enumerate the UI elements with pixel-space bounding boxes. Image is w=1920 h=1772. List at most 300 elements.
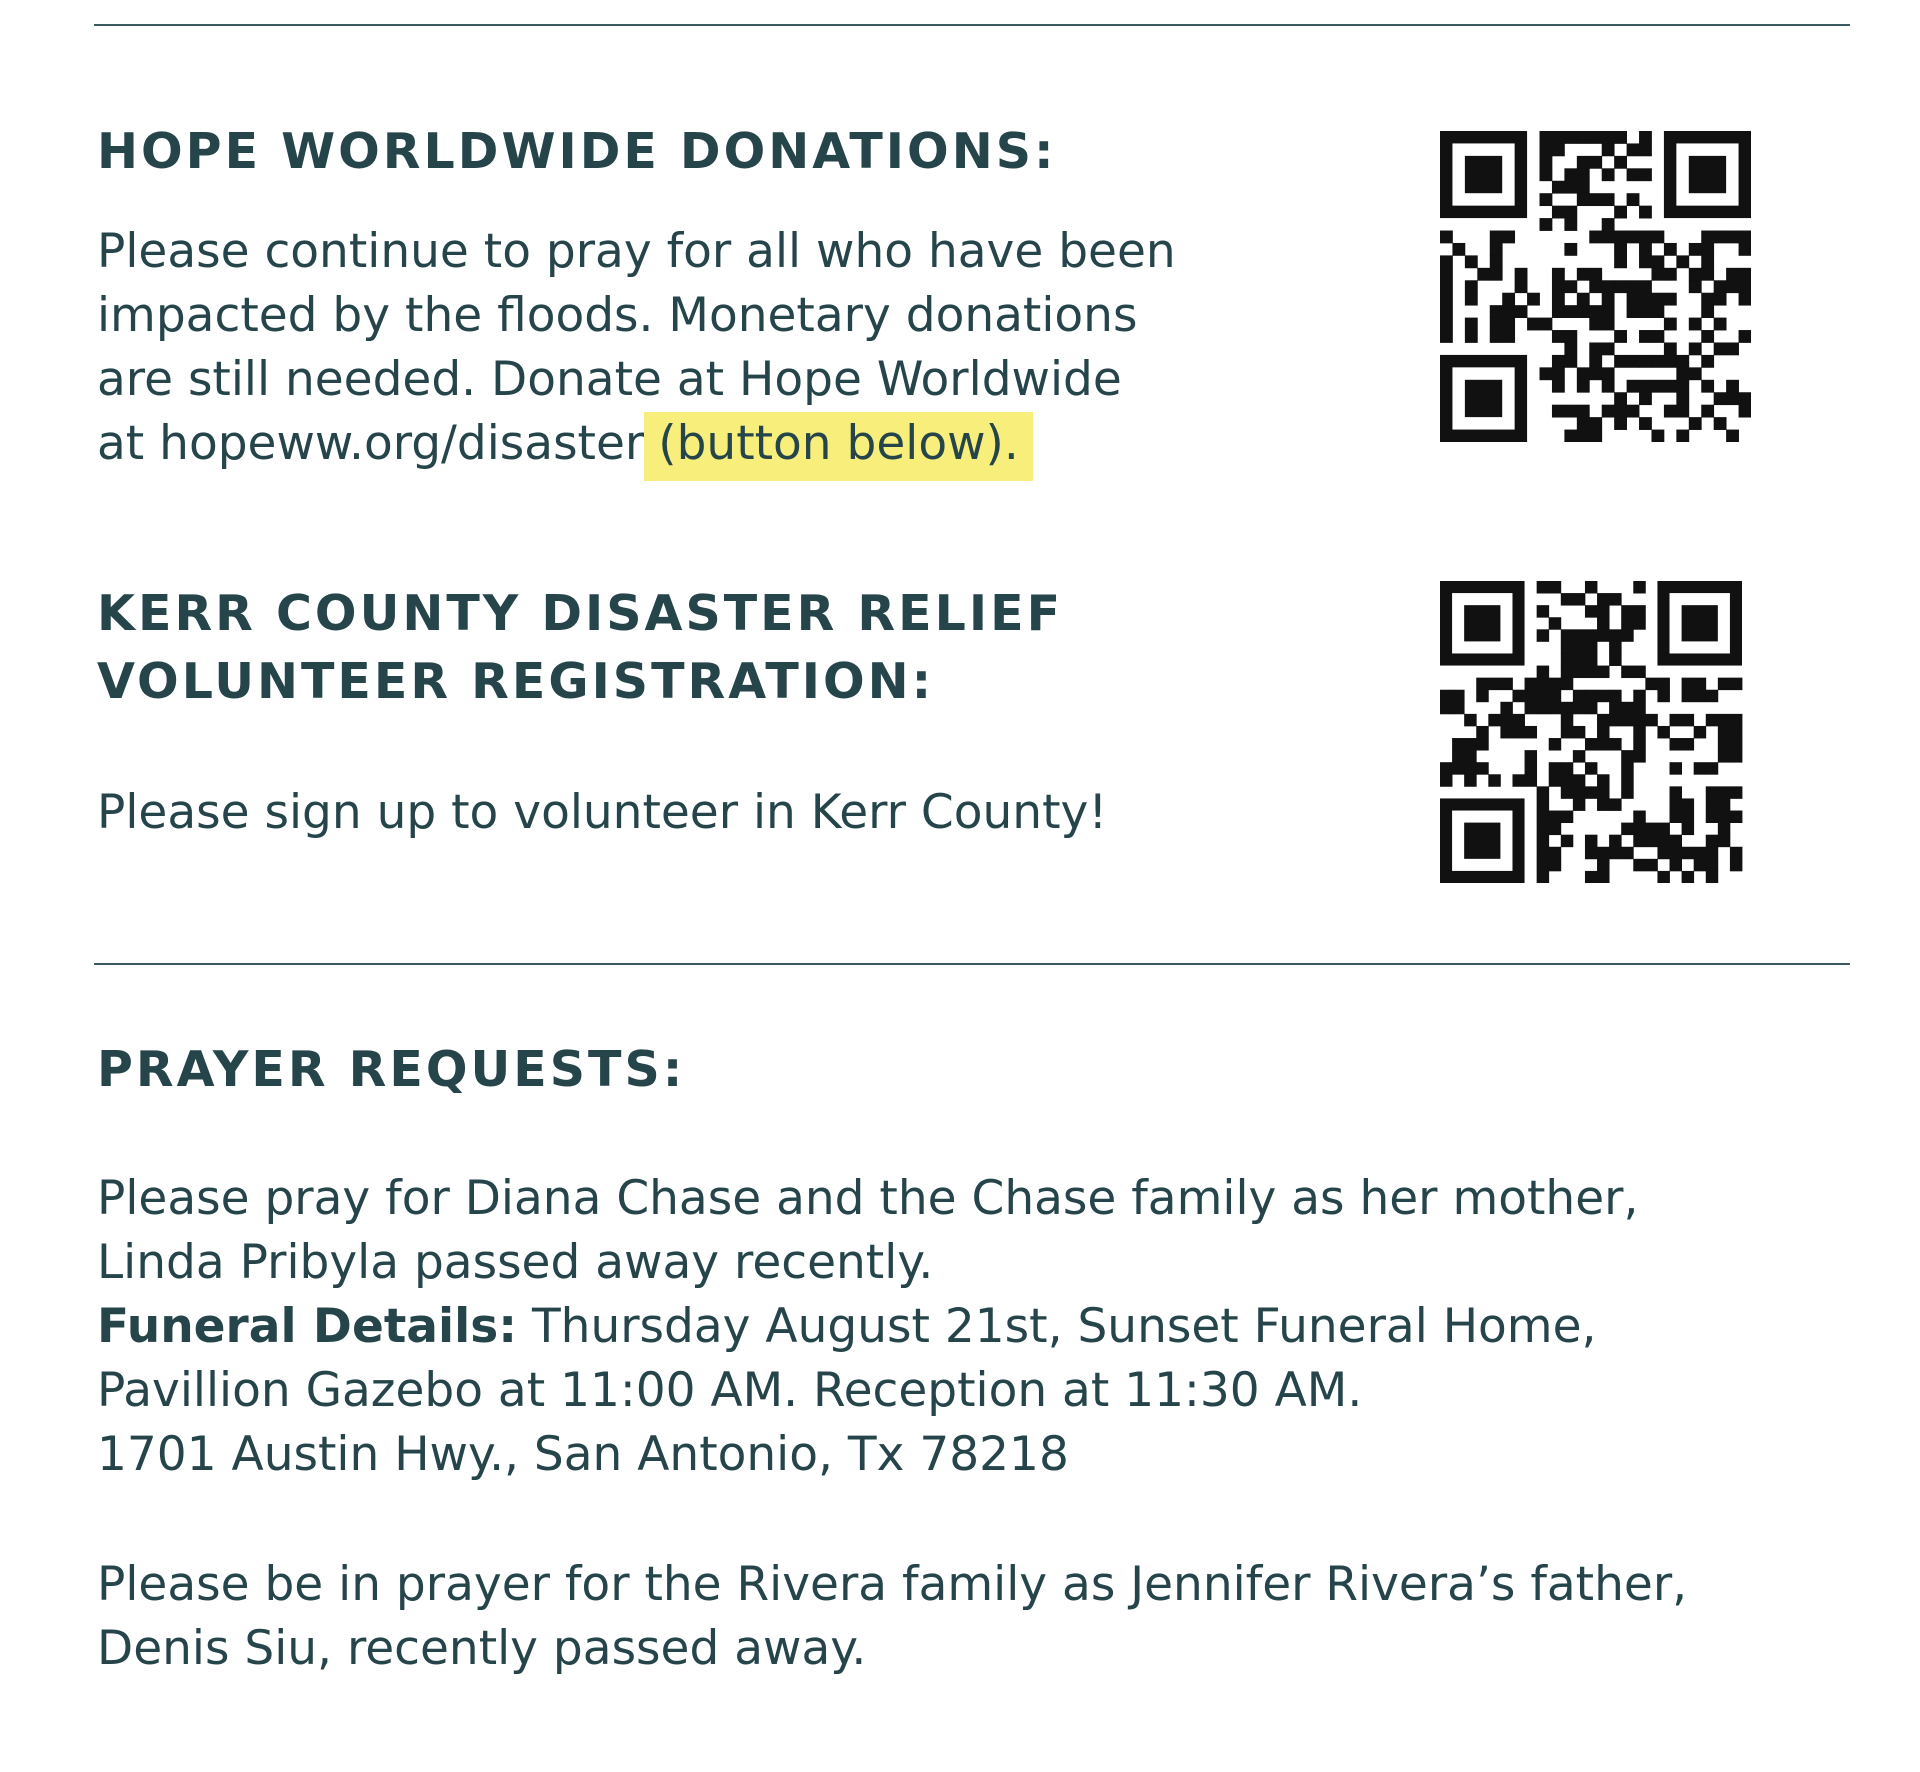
qr-module [1573,641,1585,653]
qr-module [1564,206,1577,219]
qr-module [1614,417,1627,430]
qr-module [1552,143,1565,156]
hope-link-text[interactable]: at hopeww.org/disaster [97,416,645,471]
qr-module [1537,786,1549,798]
kerr-county-text: Please sign up to volunteer in Kerr County! [97,785,1108,840]
qr-module [1540,131,1553,144]
qr-module [1664,293,1677,306]
qr-module [1502,231,1515,244]
qr-module [1500,702,1512,714]
qr-module [1639,417,1652,430]
qr-module [1730,859,1742,871]
qr-module [1657,835,1669,847]
qr-module [1577,156,1590,169]
qr-module [1452,762,1464,774]
qr-module [1589,318,1602,331]
qr-module [1464,774,1476,786]
hope-line-3: are still needed. Donate at Hope Worldwide [97,352,1122,407]
qr-module [1627,305,1640,318]
qr-module [1664,342,1677,355]
qr-module [1525,774,1537,786]
qr-module [1490,330,1503,343]
qr-module [1552,131,1565,144]
hope-worldwide-text [97,220,1176,476]
qr-module [1512,726,1524,738]
qr-module [1589,156,1602,169]
qr-module [1452,690,1464,702]
qr-module [1561,811,1573,823]
prayer-requests-heading: PRAYER REQUESTS: [97,1041,686,1098]
qr-module [1527,318,1540,331]
qr-module [1602,218,1615,231]
qr-module [1633,750,1645,762]
qr-module [1670,847,1682,859]
qr-module [1585,690,1597,702]
kerr-heading-line-2: VOLUNTEER REGISTRATION: [97,653,935,710]
qr-module [1589,193,1602,206]
kerr-county-heading [97,580,1063,716]
qr-module [1701,305,1714,318]
funeral-details-date: Thursday August 21st, Sunset Funeral Home, [517,1299,1597,1354]
qr-module [1512,774,1524,786]
qr-module [1621,702,1633,714]
qr-module [1573,750,1585,762]
qr-module [1537,581,1549,593]
qr-module [1597,690,1609,702]
qr-module [1664,318,1677,331]
kerr-qr-code[interactable] [1440,581,1751,883]
qr-module [1561,714,1573,726]
qr-module [1664,380,1677,393]
qr-module [1621,617,1633,629]
qr-module [1525,690,1537,702]
qr-module [1476,762,1488,774]
qr-module [1609,593,1621,605]
qr-module [1706,762,1718,774]
qr-module [1561,835,1573,847]
qr-module [1718,678,1730,690]
qr-module [1597,798,1609,810]
qr-module [1452,243,1465,256]
qr-module [1694,690,1706,702]
qr-module [1585,653,1597,665]
qr-module [1597,593,1609,605]
qr-module [1602,193,1615,206]
qr-module [1577,268,1590,281]
qr-module [1689,367,1702,380]
qr-module [1502,293,1515,306]
qr-module [1726,342,1739,355]
qr-module [1577,380,1590,393]
qr-module [1549,581,1561,593]
qr-module [1614,131,1627,144]
qr-module [1577,293,1590,306]
qr-module [1577,168,1590,181]
qr-module [1561,593,1573,605]
qr-module [1585,786,1597,798]
qr-module [1561,702,1573,714]
qr-module [1627,193,1640,206]
qr-module [1676,380,1689,393]
qr-module [1657,871,1669,883]
qr-module [1706,871,1718,883]
qr-module [1701,243,1714,256]
qr-module [1549,617,1561,629]
qr-module [1730,714,1742,726]
qr-module [1633,835,1645,847]
qr-module [1651,293,1664,306]
qr-module [1609,738,1621,750]
qr-module [1602,305,1615,318]
qr-module [1552,293,1565,306]
qr-module [1573,774,1585,786]
qr-module [1614,405,1627,418]
qr-module [1664,405,1677,418]
qr-module [1440,690,1452,702]
qr-module [1706,811,1718,823]
qr-module [1464,738,1476,750]
qr-module [1465,280,1478,293]
qr-module [1476,726,1488,738]
qr-module [1739,392,1751,405]
qr-module [1739,405,1751,418]
qr-module [1552,305,1565,318]
qr-module [1670,859,1682,871]
qr-module [1730,811,1742,823]
qr-module [1633,859,1645,871]
qr-module [1645,823,1657,835]
qr-module [1706,835,1718,847]
qr-module [1627,143,1640,156]
qr-module [1589,131,1602,144]
qr-module [1440,255,1453,268]
qr-module [1490,231,1503,244]
chase-line-2: Linda Pribyla passed away recently. [97,1235,934,1290]
qr-module [1490,268,1503,281]
qr-module [1639,380,1652,393]
qr-module [1527,293,1540,306]
qr-module [1614,231,1627,244]
qr-module [1633,690,1645,702]
qr-module [1597,629,1609,641]
qr-module [1639,330,1652,343]
qr-module [1488,774,1500,786]
qr-module [1465,293,1478,306]
qr-module [1552,181,1565,194]
qr-module [1664,268,1677,281]
qr-module [1597,847,1609,859]
qr-module [1682,738,1694,750]
qr-module [1651,231,1664,244]
qr-module [1540,367,1553,380]
qr-module [1597,774,1609,786]
qr-module [1676,355,1689,368]
qr-module [1549,702,1561,714]
qr-module [1552,280,1565,293]
qr-module [1739,330,1751,343]
qr-module [1633,605,1645,617]
qr-module [1452,750,1464,762]
qr-module [1597,726,1609,738]
qr-finder-pattern [1446,361,1521,436]
chase-line-1: Please pray for Diana Chase and the Chase family as her mother, [97,1171,1639,1226]
qr-module [1552,206,1565,219]
qr-module [1657,847,1669,859]
prayer-request-rivera [97,1553,1687,1681]
qr-module [1645,859,1657,871]
qr-module [1525,702,1537,714]
qr-module [1540,156,1553,169]
qr-finder-pattern [1670,137,1745,212]
qr-module [1609,641,1621,653]
qr-module [1589,305,1602,318]
qr-module [1500,726,1512,738]
qr-module [1597,738,1609,750]
hope-worldwide-heading: HOPE WORLDWIDE DONATIONS: [97,123,1057,180]
qr-module [1440,231,1453,244]
qr-module [1465,255,1478,268]
qr-module [1564,168,1577,181]
qr-module [1718,798,1730,810]
qr-module [1645,835,1657,847]
qr-module [1651,305,1664,318]
qr-module [1726,380,1739,393]
qr-module [1537,871,1549,883]
qr-module [1682,690,1694,702]
qr-module [1549,811,1561,823]
qr-module [1573,629,1585,641]
hope-qr-code[interactable] [1440,131,1751,442]
qr-module [1589,231,1602,244]
qr-module [1651,430,1664,442]
qr-module [1577,305,1590,318]
qr-module [1627,293,1640,306]
qr-module [1701,405,1714,418]
qr-module [1585,581,1597,593]
qr-module [1621,847,1633,859]
qr-module [1614,392,1627,405]
qr-module [1490,243,1503,256]
qr-module [1706,847,1718,859]
qr-module [1552,330,1565,343]
qr-module [1573,786,1585,798]
qr-module [1689,268,1702,281]
qr-module [1689,342,1702,355]
qr-module [1614,255,1627,268]
qr-module [1627,355,1640,368]
qr-module [1718,726,1730,738]
qr-module [1577,405,1590,418]
qr-module [1670,762,1682,774]
qr-module [1614,156,1627,169]
qr-module [1621,714,1633,726]
qr-module [1465,330,1478,343]
qr-module [1589,280,1602,293]
qr-module [1537,605,1549,617]
qr-module [1585,738,1597,750]
qr-module [1730,738,1742,750]
qr-module [1633,714,1645,726]
qr-module [1440,293,1453,306]
qr-module [1440,762,1452,774]
qr-module [1714,417,1727,430]
qr-module [1645,678,1657,690]
hope-line-1: Please continue to pray for all who have been [97,224,1176,279]
qr-module [1714,293,1727,306]
qr-module [1730,750,1742,762]
qr-module [1602,231,1615,244]
qr-module [1597,871,1609,883]
qr-module [1512,690,1524,702]
qr-module [1573,593,1585,605]
qr-module [1664,355,1677,368]
qr-module [1682,811,1694,823]
qr-module [1694,678,1706,690]
qr-module [1564,430,1577,442]
qr-module [1706,786,1718,798]
qr-module [1561,774,1573,786]
qr-module [1552,355,1565,368]
qr-module [1706,714,1718,726]
qr-module [1597,859,1609,871]
qr-module [1689,243,1702,256]
qr-module [1621,786,1633,798]
qr-module [1682,823,1694,835]
qr-module [1609,629,1621,641]
qr-module [1714,318,1727,331]
qr-module [1440,305,1453,318]
qr-module [1573,702,1585,714]
qr-module [1730,678,1742,690]
qr-module [1573,690,1585,702]
qr-module [1676,405,1689,418]
qr-module [1682,678,1694,690]
qr-module [1739,231,1751,244]
qr-module [1621,750,1633,762]
qr-module [1552,268,1565,281]
qr-module [1718,811,1730,823]
qr-module [1670,811,1682,823]
qr-module [1730,726,1742,738]
qr-module [1537,690,1549,702]
funeral-details-line [97,1295,1638,1359]
qr-module [1609,798,1621,810]
qr-module [1552,405,1565,418]
qr-module [1585,871,1597,883]
qr-module [1701,255,1714,268]
qr-module [1490,255,1503,268]
qr-module [1440,318,1453,331]
qr-module [1726,268,1739,281]
qr-module [1701,268,1714,281]
qr-module [1561,678,1573,690]
qr-module [1488,714,1500,726]
qr-module [1701,330,1714,343]
qr-module [1694,762,1706,774]
qr-module [1676,255,1689,268]
qr-module [1726,392,1739,405]
qr-module [1585,702,1597,714]
qr-module [1739,293,1751,306]
qr-module [1689,417,1702,430]
prayer-request-chase [97,1167,1638,1487]
qr-module [1500,678,1512,690]
qr-module [1609,690,1621,702]
qr-module [1602,405,1615,418]
qr-module [1689,318,1702,331]
qr-module [1627,380,1640,393]
qr-module [1597,666,1609,678]
qr-module [1633,726,1645,738]
qr-module [1614,206,1627,219]
qr-module [1651,380,1664,393]
divider-top [94,24,1850,26]
qr-module [1639,143,1652,156]
qr-module [1639,206,1652,219]
qr-module [1564,243,1577,256]
qr-module [1639,305,1652,318]
qr-module [1525,726,1537,738]
qr-module [1614,243,1627,256]
qr-module [1577,131,1590,144]
qr-module [1609,847,1621,859]
qr-module [1621,605,1633,617]
qr-module [1515,280,1528,293]
qr-module [1564,181,1577,194]
qr-module [1639,168,1652,181]
qr-module [1440,702,1452,714]
qr-module [1633,702,1645,714]
qr-module [1670,786,1682,798]
qr-module [1564,330,1577,343]
qr-module [1633,738,1645,750]
qr-module [1573,653,1585,665]
qr-module [1549,738,1561,750]
qr-module [1718,823,1730,835]
qr-module [1564,305,1577,318]
qr-module [1701,293,1714,306]
qr-module [1585,629,1597,641]
qr-module [1718,714,1730,726]
funeral-details-address: 1701 Austin Hwy., San Antonio, Tx 78218 [97,1427,1069,1482]
qr-module [1585,605,1597,617]
qr-module [1540,143,1553,156]
qr-module [1452,738,1464,750]
qr-module [1657,690,1669,702]
qr-module [1561,666,1573,678]
qr-module [1621,629,1633,641]
qr-module [1549,678,1561,690]
qr-module [1502,318,1515,331]
qr-module [1609,653,1621,665]
qr-module [1549,847,1561,859]
qr-module [1714,280,1727,293]
qr-module [1706,690,1718,702]
qr-module [1561,762,1573,774]
qr-module [1589,367,1602,380]
qr-module [1502,330,1515,343]
qr-module [1464,762,1476,774]
qr-module [1549,690,1561,702]
qr-module [1549,774,1561,786]
qr-module [1561,786,1573,798]
funeral-details-label: Funeral Details: [97,1299,517,1354]
qr-module [1549,823,1561,835]
qr-module [1633,617,1645,629]
qr-module [1639,355,1652,368]
qr-finder-pattern [1446,137,1521,212]
qr-module [1597,617,1609,629]
